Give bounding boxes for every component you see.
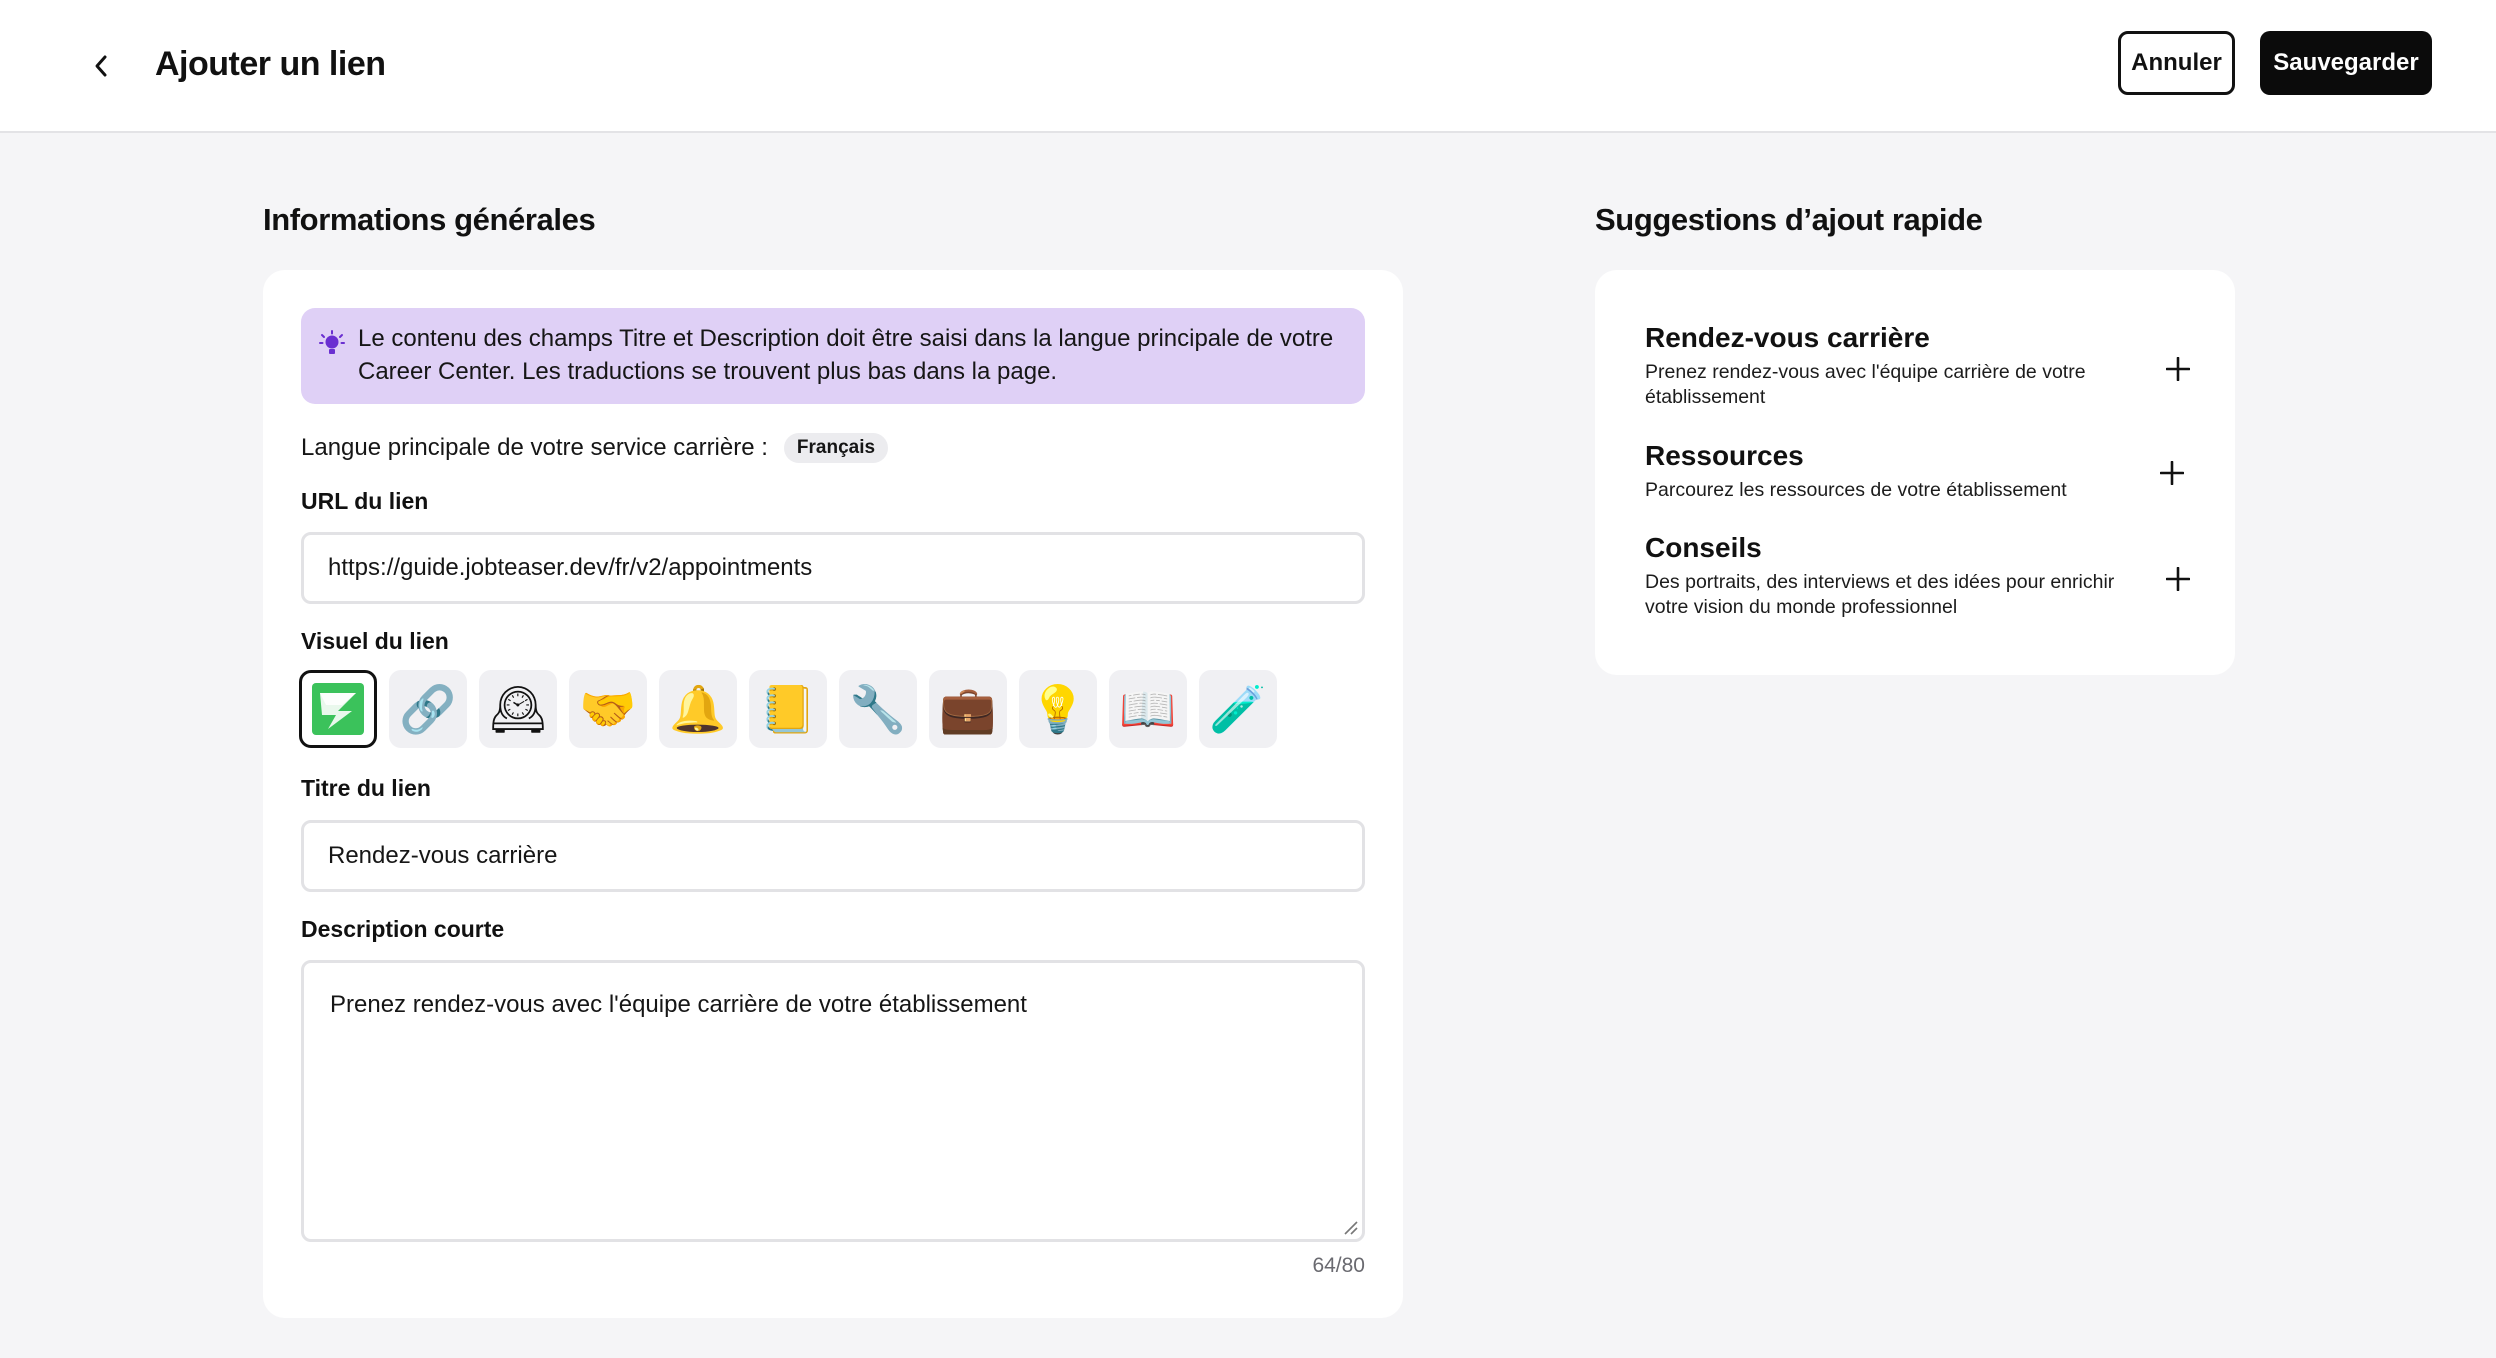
plus-icon: [2160, 461, 2184, 485]
visual-option-wrench[interactable]: [839, 670, 917, 748]
language-badge: Français: [784, 433, 888, 463]
banner-message: Le contenu des champs Titre et Description doit être saisi dans la langue principale de votre Career Center. Les traductions se trouvent plus bas dans la page.: [358, 325, 1334, 385]
general-info-title: Informations générales: [263, 202, 596, 237]
lightbulb-option-icon: 💡: [1029, 682, 1087, 736]
suggestion-title: Conseils: [1645, 532, 1762, 563]
language-row: [301, 428, 888, 468]
title-input[interactable]: [301, 820, 1365, 892]
visual-option-lightbulb[interactable]: [1019, 670, 1097, 748]
visual-picker: [299, 670, 1289, 752]
suggestion-description: Prenez rendez-vous avec l'équipe carrière de votre établissement: [1645, 361, 2086, 408]
link-icon: 🔗: [399, 682, 457, 736]
save-button[interactable]: Sauvegarder: [2260, 31, 2432, 95]
visual-option-handshake[interactable]: [569, 670, 647, 748]
bell-icon: 🔔: [669, 682, 727, 736]
add-suggestion-button[interactable]: [2161, 562, 2195, 596]
suggestion-item: [1645, 320, 2205, 410]
book-icon: 📖: [1119, 682, 1177, 736]
resize-handle-icon[interactable]: [1341, 1218, 1359, 1236]
character-counter: 64/80: [1312, 1254, 1365, 1277]
add-suggestion-button[interactable]: [2161, 352, 2195, 386]
plus-icon: [2166, 567, 2190, 591]
title-label: Titre du lien: [301, 775, 431, 801]
visual-option-jobteaser[interactable]: [299, 670, 377, 748]
plus-icon: [2166, 357, 2190, 381]
cancel-button[interactable]: Annuler: [2118, 31, 2235, 95]
suggestion-item: [1645, 530, 2205, 620]
lightbulb-icon: [319, 330, 345, 360]
page-title: Ajouter un lien: [155, 45, 386, 83]
handshake-icon: 🤝: [579, 682, 637, 736]
top-bar: [0, 0, 2496, 133]
info-banner: [301, 308, 1365, 404]
visual-option-notebook[interactable]: [749, 670, 827, 748]
visual-label: Visuel du lien: [301, 628, 449, 654]
test-tube-icon: 🧪: [1209, 682, 1267, 736]
notebook-icon: 📒: [759, 682, 817, 736]
suggestion-description: Des portraits, des interviews et des idées pour enrichir votre vision du monde professionnel: [1645, 571, 2115, 618]
visual-option-briefcase[interactable]: [929, 670, 1007, 748]
briefcase-icon: 💼: [939, 682, 997, 736]
visual-option-link[interactable]: [389, 670, 467, 748]
description-textarea[interactable]: [301, 960, 1365, 1242]
suggestion-title: Ressources: [1645, 440, 1804, 471]
visual-option-clock[interactable]: [479, 670, 557, 748]
suggestions-card: [1595, 270, 2235, 675]
suggestion-description: Parcourez les ressources de votre établissement: [1645, 479, 2067, 501]
visual-option-test-tube[interactable]: [1199, 670, 1277, 748]
back-button[interactable]: [80, 44, 124, 88]
add-suggestion-button[interactable]: [2155, 456, 2189, 490]
visual-option-book[interactable]: [1109, 670, 1187, 748]
suggestion-title: Rendez-vous carrière: [1645, 322, 1930, 353]
suggestion-item: [1645, 438, 2205, 503]
wrench-icon: 🔧: [849, 682, 907, 736]
visual-option-bell[interactable]: [659, 670, 737, 748]
clock-icon: 🕰: [488, 682, 548, 736]
jobteaser-logo-icon: [312, 683, 364, 735]
language-label: Langue principale de votre service carrière :: [301, 434, 768, 461]
chevron-left-icon: [92, 54, 112, 78]
url-input[interactable]: [301, 532, 1365, 604]
general-info-card: [263, 270, 1403, 1318]
description-label: Description courte: [301, 916, 505, 942]
suggestions-title: Suggestions d’ajout rapide: [1595, 202, 1983, 237]
url-label: URL du lien: [301, 488, 429, 514]
